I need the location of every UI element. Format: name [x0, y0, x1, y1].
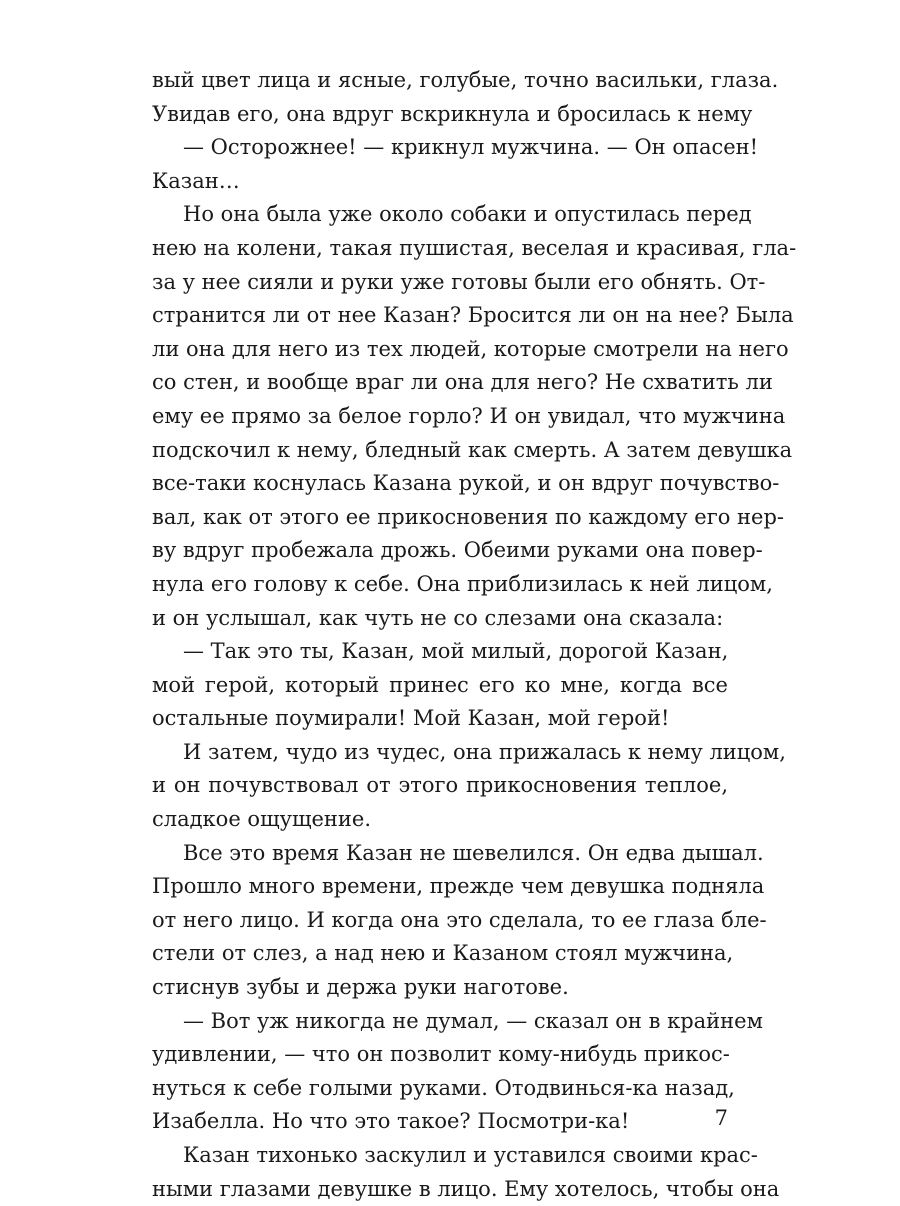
text-line: нуться к себе голыми руками. Отодвинься-ка назад,	[152, 1075, 735, 1100]
text-line: И затем, чудо из чудес, она прижалась к нему лицом,	[183, 739, 786, 764]
text-line: Все это время Казан не шевелился. Он едва дышал.	[183, 840, 764, 865]
text-line: удивлении, — что он позволит кому-нибудь прикос-	[152, 1042, 730, 1067]
text-line: Увидав его, она вдруг вскрикнула и бросилась к нему	[152, 101, 753, 126]
text-line: стели от слез, а над нею и Казаном стоял мужчина,	[152, 941, 734, 966]
text-line: — Осторожнее! — крикнул мужчина. — Он опасен!	[183, 135, 759, 160]
text-line: остальные поумирали! Мой Казан, мой герой!	[152, 706, 670, 731]
text-line: — Так это ты, Казан, мой милый, дорогой Казан,	[183, 639, 729, 664]
text-line: ему ее прямо за белое горло? И он увидал, что мужчина	[152, 403, 786, 428]
text-line: Казан тихонько заскулил и уставился своими крас-	[183, 1143, 758, 1167]
body-text	[152, 64, 797, 1206]
text-line: за у нее сияли и руки уже готовы были его обнять. От-	[152, 269, 766, 294]
text-line: ли она для него из тех людей, которые смотрели на него	[152, 336, 789, 361]
text-line: и он почувствовал от этого прикосновения теплое,	[152, 773, 728, 798]
text-line: ву вдруг пробежала дрожь. Обеими руками она повер-	[152, 538, 763, 563]
text-line: вал, как от этого ее прикосновения по каждому его нер-	[152, 504, 784, 529]
text-line: от него лицо. И когда она это сделала, то ее глаза бле-	[152, 907, 767, 932]
text-line: Казан…	[152, 168, 240, 193]
text-line: вый цвет лица и ясные, голубые, точно васильки, глаза.	[152, 68, 779, 92]
text-line: Изабелла. Но что это такое? Посмотри-ка!	[152, 1109, 630, 1134]
text-line: все-таки коснулась Казана рукой, и он вдруг почувство-	[152, 471, 780, 496]
text-line: и он услышал, как чуть не со слезами она сказала:	[152, 605, 724, 630]
text-line: нула его голову к себе. Она приблизилась к ней лицом,	[152, 571, 773, 596]
text-line: — Вот уж никогда не думал, — сказал он в крайнем	[183, 1008, 763, 1033]
text-line: со стен, и вообще враг ли она для него? Не схватить ли	[152, 370, 773, 395]
text-line: нею на колени, такая пушистая, веселая и красивая, гла-	[152, 235, 797, 260]
text-line: стиснув зубы и держа руки наготове.	[152, 975, 569, 1000]
text-line: подскочил к нему, бледный как смерть. А затем девушка	[152, 437, 793, 462]
text-line: ными глазами девушке в лицо. Ему хотелось, чтобы она	[152, 1176, 780, 1201]
text-line: мой герой, который принес его ко мне, когда все	[152, 672, 728, 697]
text-line: сладкое ощущение.	[152, 807, 371, 832]
text-line: Но она была уже около собаки и опустилась перед	[183, 202, 752, 227]
text-line: странится ли от нее Казан? Бросится ли он на нее? Была	[152, 303, 794, 328]
text-line: Прошло много времени, прежде чем девушка подняла	[152, 874, 765, 899]
page-number: 7	[714, 1106, 728, 1130]
